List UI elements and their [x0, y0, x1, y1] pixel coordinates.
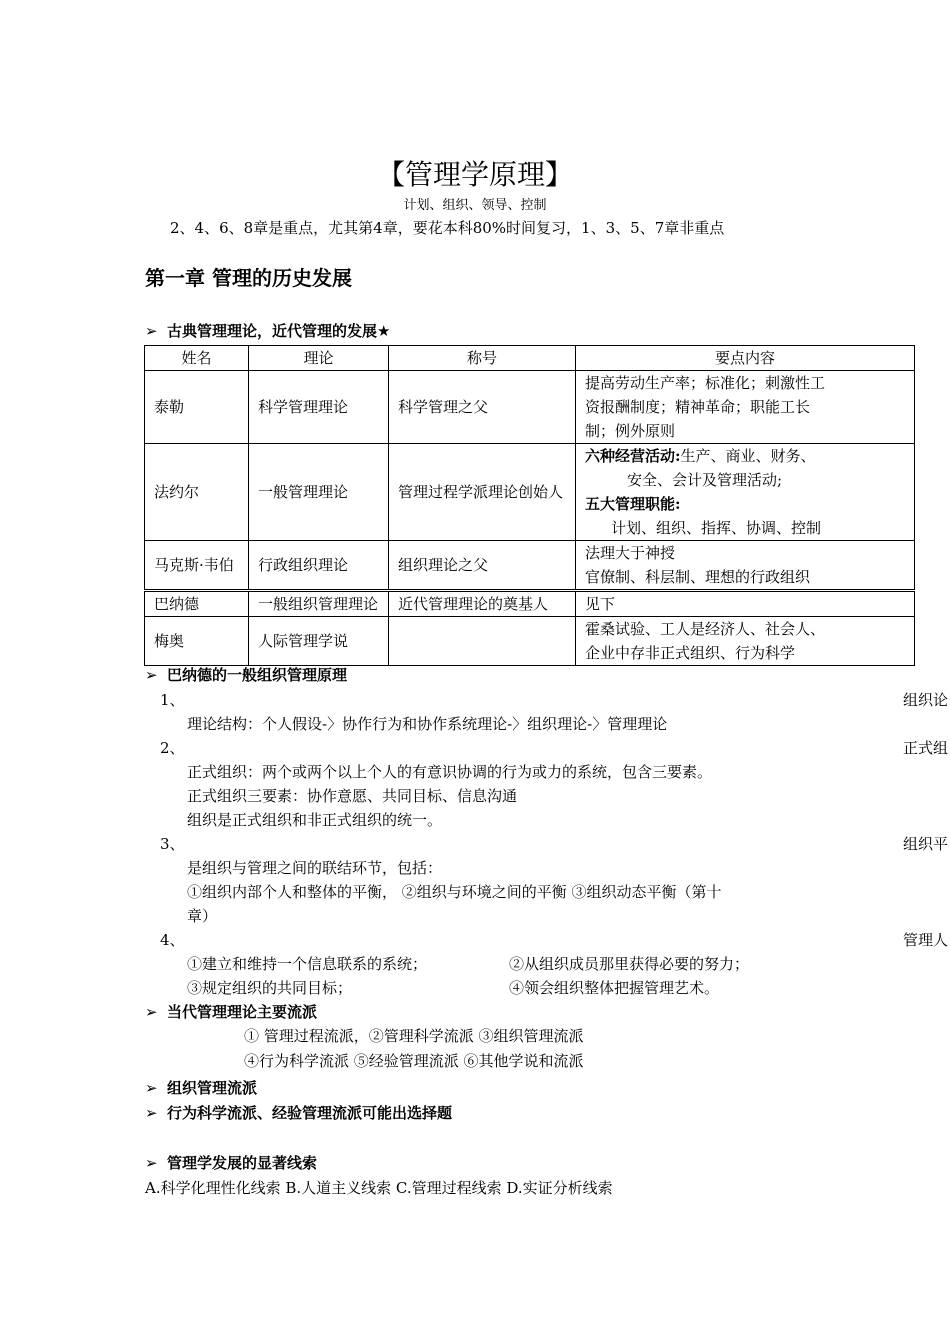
cell-name: 梅奥 [145, 617, 249, 666]
document-subtitle: 计划、组织、领导、控制 [403, 198, 547, 213]
arrow-bullet-icon: ➢ [145, 1079, 158, 1097]
cell-name: 法约尔 [145, 444, 249, 541]
section-heading-clues: ➢ 管理学发展的显著线索 [145, 1154, 318, 1172]
section-heading-schools: ➢ 当代管理理论主要流派 [145, 1003, 318, 1021]
cell-title [389, 617, 576, 666]
section-heading-barnard: ➢ 巴纳德的一般组织管理原理 [145, 666, 348, 684]
section-heading-org-school: ➢ 组织管理流派 [145, 1079, 258, 1097]
item-number: 2、 [160, 739, 185, 757]
cell-title: 管理过程学派理论创始人 [389, 444, 576, 541]
item-number: 1、 [160, 691, 185, 709]
study-note: 2、4、6、8章是重点，尤其第4章，要花本科80%时间复习，1、3、5、7章非重点 [170, 219, 725, 237]
chapter-heading: 第一章 管理的历史发展 [145, 266, 352, 290]
theory-table [144, 345, 915, 666]
item-heading-cut: 组织论 [903, 691, 949, 709]
arrow-bullet-icon: ➢ [145, 1003, 158, 1021]
paragraph: 正式组织：两个或两个以上个人的有意识协调的行为或力的系统，包含三要素。 [187, 763, 713, 781]
paragraph: ①组织内部个人和整体的平衡， ②组织与环境之间的平衡 ③组织动态平衡（第十 [187, 883, 722, 901]
item-heading-cut: 正式组 [903, 739, 949, 757]
cell-theory: 一般管理理论 [249, 444, 389, 541]
cell-theory: 行政组织理论 [249, 541, 389, 591]
item-heading-cut: 组织平 [903, 835, 949, 853]
table-row [145, 444, 915, 541]
cell-points: 六种经营活动:生产、商业、财务、 安全、会计及管理活动; 五大管理职能: 计划、组织、指挥、协调、控制 [576, 444, 915, 541]
column-header: 理论 [249, 346, 389, 371]
clues-line: A.科学化理性化线索 B.人道主义线索 C.管理过程线索 D.实证分析线索 [145, 1179, 613, 1197]
paragraph: ③规定组织的共同目标； ④领会组织整体把握管理艺术。 [187, 979, 720, 997]
cell-title: 组织理论之父 [389, 541, 576, 591]
document-title: 【管理学原理】 [376, 158, 573, 191]
arrow-bullet-icon: ➢ [145, 1104, 158, 1122]
cell-name: 泰勒 [145, 371, 249, 444]
table-row [145, 617, 915, 666]
cell-theory: 人际管理学说 [249, 617, 389, 666]
table-row [145, 371, 915, 444]
arrow-bullet-icon: ➢ [145, 322, 158, 340]
cell-title: 近代管理理论的奠基人 [389, 591, 576, 617]
cell-name: 马克斯·韦伯 [145, 541, 249, 591]
paragraph: 章） [187, 907, 218, 925]
paragraph: 是组织与管理之间的联结环节，包括： [187, 859, 443, 877]
cell-name: 巴纳德 [145, 591, 249, 617]
cell-points: 提高劳动生产率；标准化；刺激性工 资报酬制度；精神革命；职能工长 制；例外原则 [576, 371, 915, 444]
column-header: 要点内容 [576, 346, 915, 371]
cell-points: 见下 [576, 591, 915, 617]
table-header-row [145, 346, 915, 371]
paragraph: ① 管理过程流派，②管理科学流派 ③组织管理流派 [244, 1027, 584, 1045]
table-row [145, 591, 915, 617]
table-row [145, 541, 915, 591]
paragraph: 正式组织三要素：协作意愿、共同目标、信息沟通 [187, 787, 518, 805]
section-heading-choice: ➢ 行为科学流派、经验管理流派可能出选择题 [145, 1104, 453, 1122]
paragraph: 组织是正式组织和非正式组织的统一。 [187, 811, 443, 829]
item-heading-cut: 管理人 [903, 931, 949, 949]
arrow-bullet-icon: ➢ [145, 1154, 158, 1172]
item-number: 3、 [160, 835, 185, 853]
paragraph: ①建立和维持一个信息联系的系统； ②从组织成员那里获得必要的努力； [187, 955, 750, 973]
cell-theory: 科学管理理论 [249, 371, 389, 444]
section-heading-classical: ➢ 古典管理理论，近代管理的发展★ [145, 322, 391, 340]
paragraph: ④行为科学流派 ⑤经验管理流派 ⑥其他学说和流派 [244, 1052, 584, 1070]
column-header: 称号 [389, 346, 576, 371]
cell-title: 科学管理之父 [389, 371, 576, 444]
cell-points: 霍桑试验、工人是经济人、社会人、 企业中存非正式组织、行为科学 [576, 617, 915, 666]
column-header: 姓名 [145, 346, 249, 371]
paragraph: 理论结构：个人假设-〉协作行为和协作系统理论-〉组织理论-〉管理理论 [187, 715, 668, 733]
cell-theory: 一般组织管理理论 [249, 591, 389, 617]
item-number: 4、 [160, 931, 185, 949]
cell-points: 法理大于神授 官僚制、科层制、理想的行政组织 [576, 541, 915, 591]
arrow-bullet-icon: ➢ [145, 666, 158, 684]
